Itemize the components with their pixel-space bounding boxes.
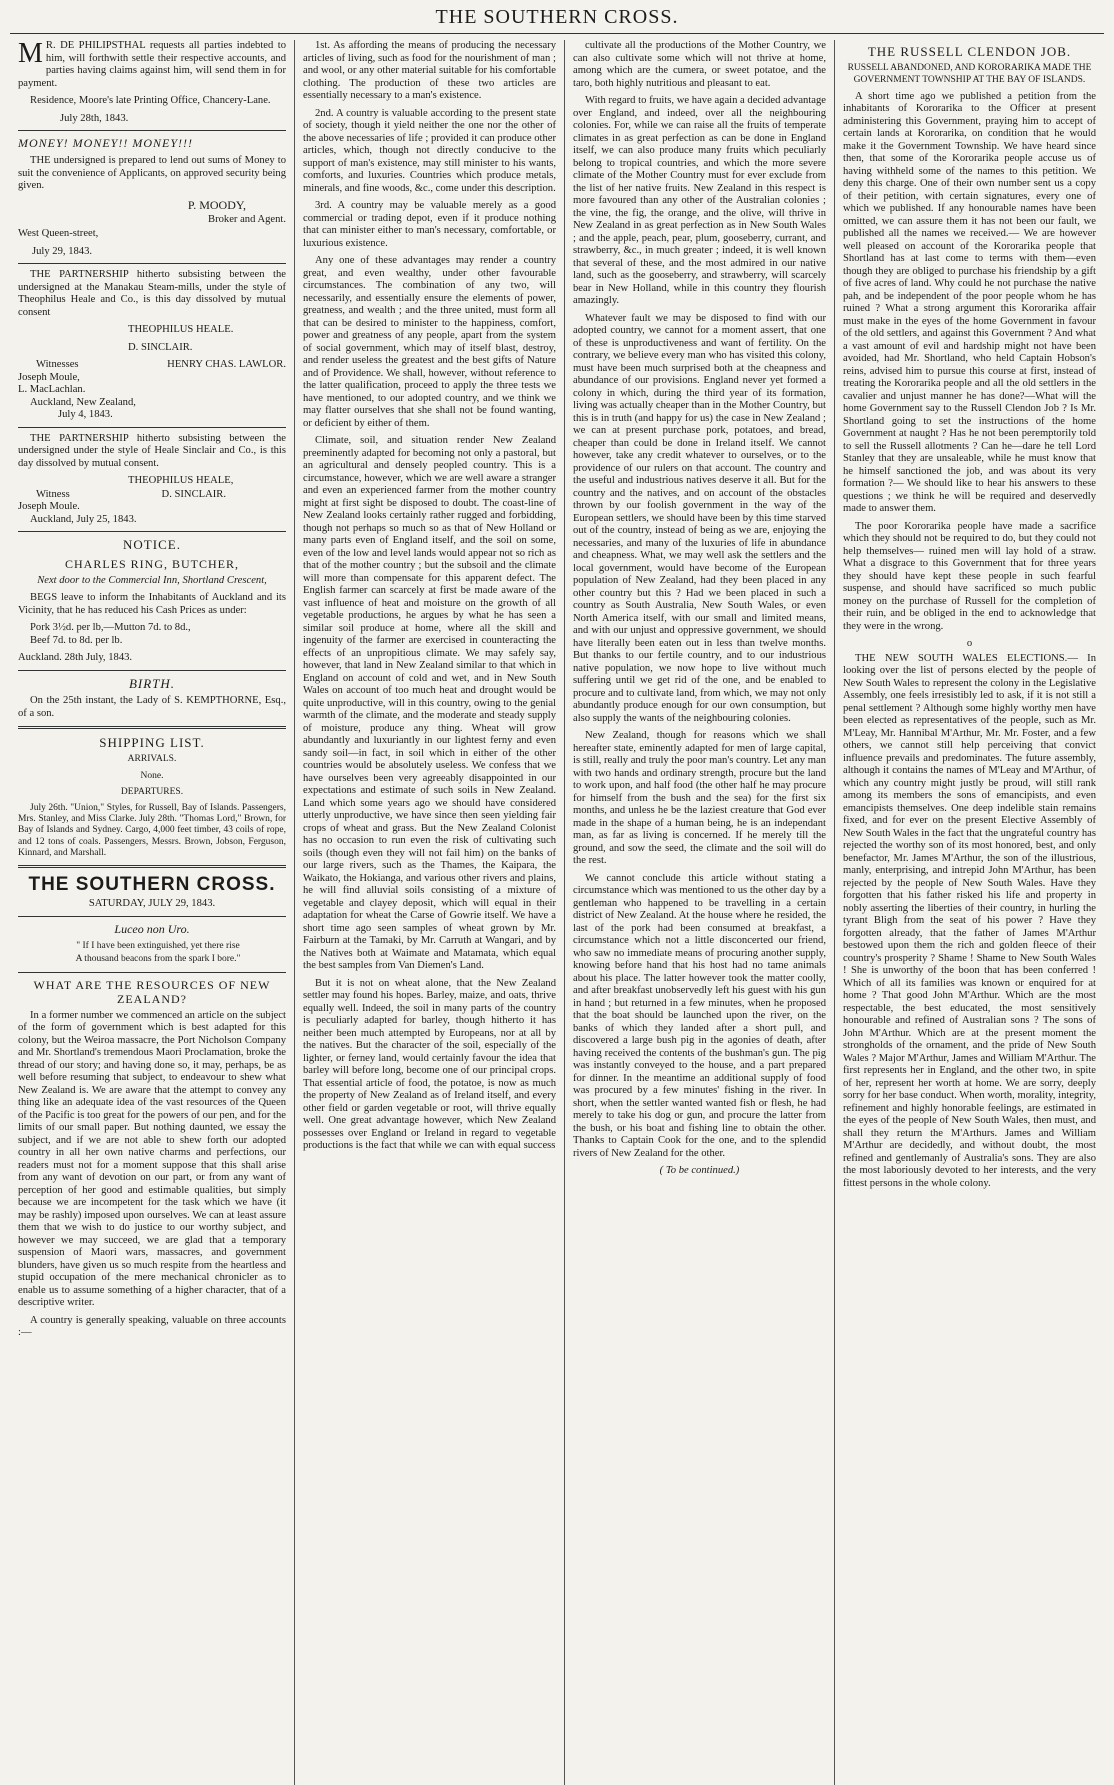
article-paragraph: With regard to fruits, we have again a decided advantage over England, and indeed, over all the neighbouring colonies. For, while we can raise all the fruits of temperate climates in as great perfection as can be done in England itself, we can also produce many fruits which peculiarly belong to tropical countries, and which the more severe climate of the Mother Country must for ever exclude from the list of her native fruits. New Zealand in this respect is more favoured than any other of the Australian colonies ; the vine, the fig, the orange, and the olive, will thrive in New Zealand in as great perfection as in New South Wales ; and the apple, peach, pear, plum, gooseberry, currant, and strawberry, &c., in much greater ; indeed, it is well known that several of these, and the most admired in our native land, such as the gooseberry, and strawberry, will scarcely bear in New Holland, while in this country they flourish amazingly. — [573, 95, 826, 306]
column-3 — [565, 40, 835, 1785]
section-separator: o — [966, 638, 973, 650]
article-paragraph: Climate, soil, and situation render New Zealand preeminently adapted for becoming not only a pastoral, but an agricultural and densely peopled country. This is a circumstance, however, which we are well aware a stranger and even an experienced farmer from the mother country might at first sight be disposed to doubt. The coast-line of New Zealand looks certainly rather rugged and forbidding, though not perhaps so much so as that of New Holland or many parts even of England itself, and the soil on some, even of the low and level lands would appear not so rich as that of the mother country ; but the subsoil and the climate will more than compensate for this apparent defect. The English farmer can scarcely at first be made aware of the vast influence of heat and moisture on the growth of all vegetable productions, he argues by what he has seen a similar soil produce at home, where all the skill and ingenuity of the farmer are exercised in counteracting the effects of an unpropitious climate. We may safely say, however, that land in New Zealand similar to that which in England on account of cold and wet, and in New South Wales on account of too much heat and drought would be quite unproductive, will in this country, owing to the genial warmth of the climate, and the moderate and steady supply of moisture, produce any thing. Wheat will grow abundantly and luxuriantly in our lightest ferny and even sandy soil—in fact, in soil which in either of the other countries would be absolutely useless. We confess that we have ourselves been very agreeably disappointed in our expectations and estimate of such soils in New Zealand. Land which some years ago we should have considered utterly unproductive, we have since then seen yielding fair crops of wheat and grass. But the New Zealand Colonist has no occasion to run even the risk of cultivating such soils (though even they will not fail him) on the banks of our large rivers, such as the Thames, the Kaipara, the Waikato, the Hokianga, and various other rivers and plains, he will find alluvial soils consisting of a mixture of vegetable and clayey deposit, which will equal in their adaptation for wheat the Carse of Gowrie itself. We have a short time ago seen samples of wheat grown by Mr. Fairburn at the Tamaki, by Mr. Carruth at Wangari, and by the Natives both at Waimate and Matamata, which equal the best samples from Van Diemen's Land. — [303, 435, 556, 971]
divider — [18, 531, 286, 532]
article-paragraph: 1st. As affording the means of producing the necessary articles of living, such as food for the nourishment of man ; and wool, or any other material suitable for his comfortable clothing. The production of these two articles are essentially necessary to a man's existence. — [303, 40, 556, 101]
article-heading: WHAT ARE THE RESOURCES OF NEW ZEALAND? — [33, 977, 271, 1006]
column-1 — [10, 40, 295, 1785]
ad-partnership-1-witnesses: Witnesses — [36, 359, 79, 371]
ad-money-date: July 29, 1843. — [32, 245, 93, 257]
dropcap: M — [18, 40, 43, 69]
ad-partnership-2-sig1: THEOPHILUS HEALE, — [128, 475, 234, 487]
divider — [18, 726, 286, 729]
ad-partnership-1-date: July 4, 1843. — [58, 409, 113, 421]
article-paragraph: 3rd. A country may be valuable merely as a good commercial or trading depot, even if it produce nothing that can minister either to man's necessary, comfortable, or luxurious existence. — [303, 200, 556, 249]
ad-partnership-1-witness-row — [18, 359, 286, 372]
russell-heading: THE RUSSELL CLENDON JOB. — [867, 44, 1072, 59]
birth-heading: BIRTH. — [128, 675, 176, 691]
notice-name: CHARLES RING, BUTCHER, — [64, 556, 239, 571]
ad-partnership-2-witness-row — [18, 489, 286, 502]
divider — [18, 130, 286, 131]
divider — [18, 670, 286, 671]
article-paragraph: Any one of these advantages may render a country great, and even wealthy, under other favourable circumstances. The combination of any two, will necessarily, and essentially ensure the elements of power, greatness, and wealth ; and the three united, must form all that can be desired to minister to the happiness, comfort, power and greatness of any people, apart from the system of social government, which may of itself blast, destroy, and render useless the greatest and the best gifts of Nature and of Providence. We shall, however, without reference to the latter qualification, proceed to apply the three tests we have mentioned, to our adopted country, and we think we may flatter ourselves that she shall not be found wanting, or deficient by either of them. — [303, 255, 556, 429]
ad-philipsthal: M R. DE PHILIPSTHAL requests all parties indebted to him, will forthwith settle their respective accounts, and parties having claims against him, will send them in for payment. — [18, 40, 286, 89]
divider — [18, 427, 286, 428]
ad-partnership-1-place: Auckland, New Zealand, — [30, 396, 136, 408]
article-paragraph: New Zealand, though for reasons which we shall hereafter state, eminently adapted for men of large capital, is still, really and truly the poor man's country. Let any man with two hands and ordinary strength, procure but the land to work upon, and half food (the other half he may procure for himself from the bush and the sea) for the first six months, and unless he be the laziest creature that God ever made in the shape of a human being, he is an independant man, as far as living is concerned. If he merely till the ground, and sow the seed, the climate and the soil will do the rest. — [573, 730, 826, 866]
divider — [18, 865, 286, 868]
ad-partnership-1-sig3: HENRY CHAS. LAWLOR. — [167, 359, 286, 371]
shipping-departures: DEPARTURES. — [120, 786, 184, 797]
ad-partnership-1-w1: Joseph Moule, — [18, 371, 80, 383]
shipping-arrivals: ARRIVALS. — [127, 754, 177, 765]
columns — [10, 40, 1104, 1785]
masthead: THE SOUTHERN CROSS. — [10, 6, 1104, 34]
ad-partnership-1-sig1: THEOPHILUS HEALE. — [128, 324, 234, 336]
notice-heading: NOTICE. — [123, 537, 181, 553]
ad-partnership-2-date: Auckland, July 25, 1843. — [30, 513, 137, 525]
ad-partnership-2-sig2: D. SINCLAIR. — [161, 488, 226, 500]
to-be-continued: ( To be continued.) — [659, 1165, 740, 1176]
ad-money-heading: MONEY! MONEY!! MONEY!!! — [18, 136, 193, 150]
notice-date: Auckland. 28th July, 1843. — [18, 652, 133, 664]
divider — [18, 916, 286, 917]
ad-money-address: West Queen-street, — [18, 228, 99, 240]
paper-title: THE SOUTHERN CROSS. — [28, 874, 276, 896]
ad-partnership-1-sig2: D. SINCLAIR. — [128, 341, 193, 353]
ad-money-text: THE undersigned is prepared to lend out sums of Money to suit the convenience of Applicants, on approved security being given. — [18, 155, 286, 192]
article-paragraph: THE NEW SOUTH WALES ELECTIONS.— In looking over the list of persons elected by the people of New South Wales to represent the colony in the Legislative Assembly, one feels irresistibly led to ask, if it is not still a penal settlement ? Although some highly worthy men have been elected as representatives of the people, such as Mr. M'Leay, Mr. Hannibal M'Arthur, Mr. Mr. Foster, and a few others, we cannot still help perceiving that convict influence prevails and predominates. The future assembly, although it contains the names of M'Leay and M'Arthur, of which any country might justly be proud, will still rank among its members the sons of emancipists, and even emancipists themselves. One deep indelible stain remains fixed, and for ever on the present Elective Assembly of New South Wales in the fact that the ungrateful country has rejected the worthy son of its most honored, best, and only benefactor, Mr. James M'Arthur, the son of the illustrious, manly, enterprising, and intrepid John M'Arthur, has been rejected by the people of New South Wales. Have they forgotten that his father risked his life and property in nobly asserting the liberties of their country, in hurling the tyrant Bligh from the seat of his power ? Have they forgotten already, that the father of James M'Arthur bestowed upon them the rich and golden fleece of their country's prosperity ? Shame ! Shame to New South Wales ! She is unworthy of the boon that has been conferred ! Which of all its families was known or enquired for at home ? That good John M'Arthur. Which are the most respectable, the best educated, the most sensitively honourable and refined of Australian sons ? The sons of John M'Arthur. Which are at the present moment the strongholds of the ornament, and the pride of New South Wales ? Major M'Arthur, James and William M'Arthur. The first represents her in England, and the other two, in spite of her, represent her worth at home. We are sorry, deeply sorry for her base conduct. When worth, morality, integrity, refinement and highly honorable feelings, are estimated in the eyes of the people of New South Wales, then must, and shall they return the M'Arthurs. James and William M'Arthur are decidedly, and without doubt, the most refined and gentlemanly of Australia's sons. They are also the most laboriously devoted to her interests, and the very fittest persons in the whole colony. — [843, 652, 1096, 1189]
column-4 — [835, 40, 1104, 1785]
divider — [18, 263, 286, 264]
ad-money-name: P. MOODY, — [187, 197, 246, 212]
motto: Luceo non Uro. — [114, 921, 190, 936]
ad-partnership-2-w1: Joseph Moule. — [18, 501, 80, 513]
russell-subheading: RUSSELL ABANDONED, AND KORORARIKA MADE THE GOVERNMENT TOWNSHIP AT THE BAY OF ISLANDS. — [847, 63, 1092, 85]
column-2 — [295, 40, 565, 1785]
article-paragraph: Whatever fault we may be disposed to find with our adopted country, we cannot for a moment assert, that one of these is unproductiveness and want of fertility. On the contrary, we believe every man who has visited this colony, must have been much surprised both at the cheapness and abundance of our provisions. England never yet formed a colony in which, during the third year of its formation, living was actually cheaper than in the Mother Country, but this is in truth (and happy for us) the case in New Zealand ; we can at present purchase pork, potatoes, and bread, cheaper than could be done in Ireland itself. We cannot however, take any credit whatever to ourselves, or to the providence of our rulers on that account. The country and the useful and industrious natives deserve it all. But for the country and the natives, and on account of the obstacles thrown by our foolish government in the way of the European settlers, we should have been by this time starved out of the country, instead of being as we are, enjoying the necessaries, and many of the luxuries of life in abundance and cheapness. What, we may well ask the settlers and the local government, would have become of the European population of New Zealand, had they been placed in any other country but this ? Had we been placed in such a country as South Australia, New South Wales, or even North America itself, with our small and limited means, and with our unjust and oppressive government, we should have literally been eaten out in less than twelve months. But thanks to our fertile country, and to our industrious native population, we now hope to live without much suffering until we get rid of the one, and be enabled to procure and to cultivate land, from which, we may not only abundantly produce enough for our own consumption, but also supply the wants of the neighbouring colonies. — [573, 312, 827, 724]
article-paragraph: We cannot conclude this article without stating a circumstance which was mentioned to us the other day by a gentleman who happened to be travelling in a certain district of New Zealand. At the house where he resided, the last of the pork had been consumed at breakfast, a circumstance which not a little disconcerted our friend, who saw no immediate means of procuring another supply, knowing before hand that his host had no tame animals about his place. The latter however took the matter coolly, and after breakfast unobservedly left his guest with his gun in hand ; but returned in a few minutes, when he proposed that the boat should be launched upon the river, on the banks of which they landed after a short pull, and discovered a large bush pig in the agonies of death, after having received the contents of the bushman's gun. The pig was instantly conveyed to the house, and a part prepared for dinner. In the meantime an additional supply of food was procured by a few minutes' fishing in the river. In short, when the settler wanted wanted fish or flesh, he had merely to take his dog or gun, and procure the latter from the bush, or his boat and fishing line to obtain the other. Thanks to Captain Cook for the one, and to the splendid rivers of New Zealand for the other. — [573, 872, 826, 1159]
ad-philipsthal-residence: Residence, Moore's late Printing Office, Chancery-Lane. — [30, 95, 271, 106]
article-paragraph: cultivate all the productions of the Mother Country, we can also cultivate some which will not thrive at home, among which are the cumera, or sweet potatoe, and the taro, both highly nutritious and pleasant to eat. — [573, 40, 826, 89]
article-paragraph: The poor Kororarika people have made a sacrifice which they should not be required to do, but they could not help themselves— ruined men will lay hold of a straw. What a disgrace to this Government that for three years they should have kept these people in such fearful suspense, and should have sacrificed so much public money on the purchase of Russell for the completion of their ruin, and be obliged in the end to acknowledge that they were in the wrong. — [843, 520, 1096, 632]
quote-line-2: A thousand beacons from the spark I bore." — [75, 954, 241, 965]
quote-line-1: " If I have been extinguished, yet there rise — [76, 941, 240, 952]
notice-address: Next door to the Commercial Inn, Shortland Crescent, — [37, 574, 267, 586]
ad-money-title: Broker and Agent. — [208, 213, 286, 225]
divider — [18, 972, 286, 973]
shipping-heading: SHIPPING LIST. — [99, 735, 205, 751]
article-paragraph: A short time ago we published a petition from the inhabitants of Kororarika to the Officer at present administering this Government, praying him to accept of certain lands at Kororarika, on condition that he would make it the Government Township. We have heard since then, that some of the Kororarika people accuse us of having withheld some of the names to this petition. We deny this charge. One of their own number sent us a copy of their petition, with certain signatures, every one of which we published. If any honourable names have been omitted, we can assure them it has not been our fault, we published all the names we received.— We are however well pleased on account of the Kororarika people that Shortland has at last come to terms with them—even though they are obliged to purchase his friendship by a gift of five acres of land. Why could he not purchase the native pah, and be independent of the poor people whom he has ruined ? What a strong argument this Kororarika affair must make in the eyes of the home Government in favour of the old settlers, and against this Government ? And what a vast amount of evil and hardship might not have been avoided, had Mr. Shortland, who held Captain Hobson's reins, advised him to pursue this course at first, instead of treating the Kororarika people and all the old settlers in the cavalier and unjust manner he has done?—What will the home Government say to the Russell Clendon Job ? Is Mr. Shortland going to set the instructions of the home Government at naught ? Has he not been peremptorily told to sell the Russell allotments ? Can he—dare he tell Lord Stanley that they are unsaleable, while he must know that he himself sanctioned the job, and was about its very formation ?— We should like to hear his answers to these questions ; we think he will be required and deservedly made to answer them. — [843, 90, 1096, 515]
article-paragraph: But it is not on wheat alone, that the New Zealand settler may found his hopes. Barley, maize, and oats, thrive equally well. Indeed, the soil in many parts of the country is peculiarly adapted for barley, though hitherto it has neither been much attempted by Europeans, nor at all by the natives. But the character of the soil, especially of the lighter, or ferney land, would certainly favour the idea that barley will before long, become one of our principal crops. That essential article of food, the potatoe, is now as much the property of New Zealand as of Ireland itself, and every other field or garden vegetable or root, will thrive equally well. One great advantage however, which New Zealand possesses over England or Ireland in regard to vegetable productions is the fact that while we can with equal success — [303, 977, 556, 1151]
notice-price-1: Pork 3½d. per lb,—Mutton 7d. to 8d., — [30, 622, 191, 634]
notice-text: BEGS leave to inform the Inhabitants of Auckland and its Vicinity, that he has reduced his Cash Prices as under: — [18, 592, 286, 616]
ad-partnership-2-witness: Witness — [36, 488, 70, 500]
ad-philipsthal-date: July 28th, 1843. — [60, 112, 129, 124]
shipping-none: None. — [140, 770, 164, 781]
shipping-text: July 26th. "Union," Styles, for Russell, Bay of Islands. Passengers, Mrs. Stanley, and Miss Clarke. July 28th. "Thomas Lord," Brown, for Bay of Islands and Sydney. Cargo, 4,000 feet timber, 43 coils of rope, and 12 tons of coals. Passengers, Messrs. Brown, Jobson, Ferguson, Kinnard, and Marshall. — [18, 803, 286, 858]
ad-partnership-1-text: THE PARTNERSHIP hitherto subsisting between the undersigned at the Manakau Steam-mills, under the style of Theophilus Heale and Co., is this day dissolved by mutual consent — [18, 269, 286, 318]
article-paragraph: 2nd. A country is valuable according to the present state of society, though it yield neither the one nor the other of the above necessaries of life ; provided it can produce other articles, which, though not directly conducive to the support of man's existence, may still minister to his wants, comforts, and luxuries. Countries which produce metals, minerals, and fine woods, &c., come under this description. — [303, 107, 556, 194]
article-paragraph: In a former number we commenced an article on the subject of the form of government which is best adapted for this colony, but the Weiroa massacre, the Port Nicholson Company and Mr. Shortland's tremendous Maori Proclamation, broke the thread of our story; and having done so, it may, perhaps, be as well before resuming that subject, to endeavour to shew what New Zealand is. We are aware that the attempt to convey any thing like an adequate idea of the vast resources of the Queen of the Pacific is too great for the powers of our pen, and for the limits of our small paper. But nothing daunted, we essay the subject, and if we are not able to shew forth our adopted country in all her own native charms and perfections, our readers must not for a moment suppose that this shall arise from any want of devotion on our part, or from any want of perception of her good and estimable qualities, but simply because we are incompetent for the task which we have (it may be rashly) imposed upon ourselves. We can at least assure them that we wish to do justice to our worthy subject, and however we may succeed, we are glad that a temporary suspension of Maori wars, massacres, and government blunders, have given us so much respite from the heartless and stupid occupation of the mere mechanical chronicler as to enable us to assume something of a higher character, that of a descriptive writer. — [18, 1009, 286, 1309]
ad-partnership-1-w2: L. MacLachlan. — [18, 384, 86, 396]
notice-price-2: Beef 7d. to 8d. per lb. — [30, 634, 123, 646]
article-paragraph: A country is generally speaking, valuable on three accounts :— — [18, 1314, 286, 1339]
birth-text: On the 25th instant, the Lady of S. KEMPTHORNE, Esq., of a son. — [18, 695, 286, 719]
ad-partnership-2-text: THE PARTNERSHIP hitherto subsisting between the undersigned under the style of Heale Sinclair and Co., is this day dissolved by mutual consent. — [18, 432, 286, 469]
paper-date: SATURDAY, JULY 29, 1843. — [88, 898, 216, 910]
